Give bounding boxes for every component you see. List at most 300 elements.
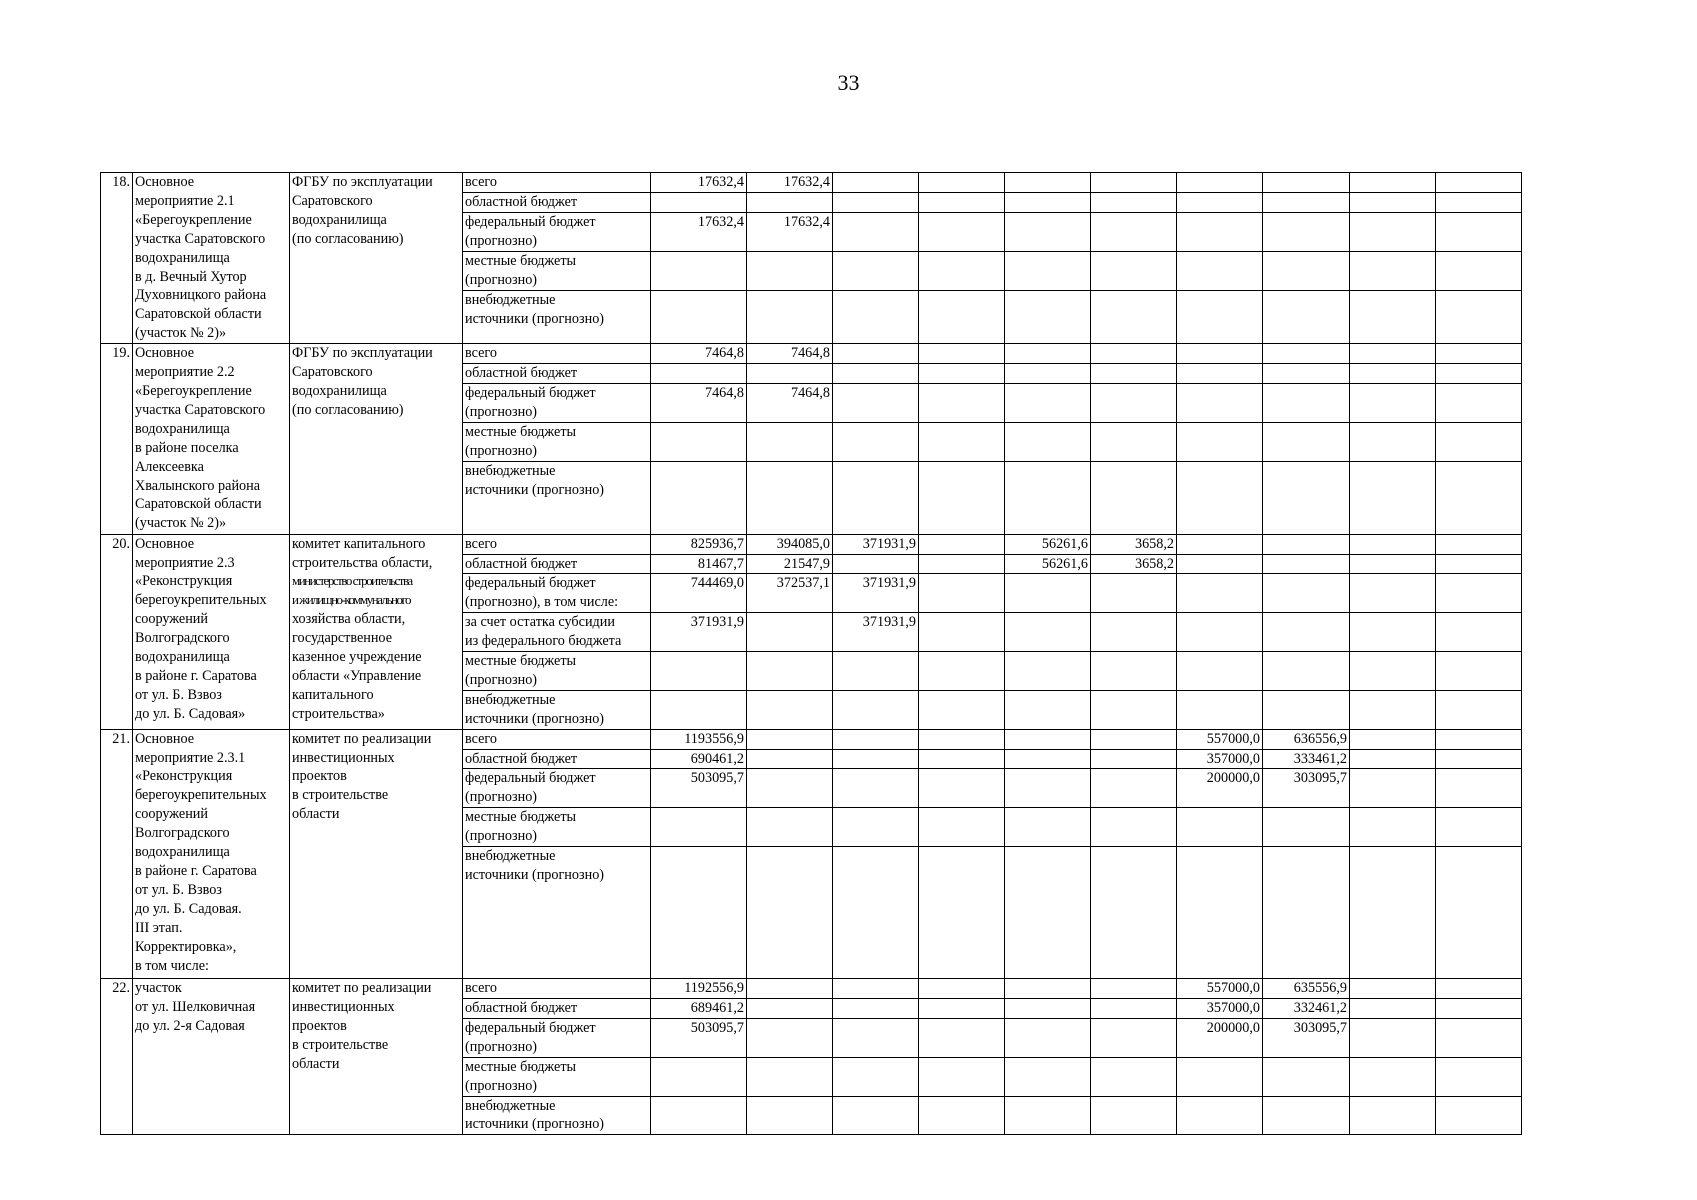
- amount-cell: [1263, 251, 1350, 290]
- amount-cell: [1436, 554, 1522, 574]
- funding-source-line: областной бюджет: [465, 555, 578, 572]
- amount-cell: [651, 1096, 747, 1135]
- amount-cell: [1091, 613, 1177, 652]
- amount-cell: [1436, 212, 1522, 251]
- amount-cell: 372537,1: [747, 574, 833, 613]
- amount-cell: [833, 290, 919, 343]
- entry-description: [133, 173, 290, 344]
- description-line: Хвалынского района: [135, 477, 261, 494]
- entry-description: [133, 344, 290, 534]
- funding-source-line: федеральный бюджет: [465, 213, 596, 230]
- description-line: Волгоградского: [135, 630, 230, 647]
- amount-cell: [1177, 613, 1263, 652]
- executor-line: (по согласованию): [292, 401, 404, 418]
- amount-cell: [1091, 344, 1177, 364]
- amount-cell: [1005, 808, 1091, 847]
- funding-source: [463, 173, 651, 193]
- amount-cell: [1436, 808, 1522, 847]
- amount-cell: [919, 574, 1005, 613]
- amount-cell: [1263, 613, 1350, 652]
- amount-cell: [1350, 847, 1436, 979]
- amount-cell: [651, 808, 747, 847]
- amount-cell: [1350, 652, 1436, 691]
- entry-executor: [290, 979, 463, 1135]
- amount-cell: [1091, 212, 1177, 251]
- amount-cell: 332461,2: [1263, 999, 1350, 1019]
- description-line: берегоукрепительных: [135, 787, 267, 804]
- executor-line: области: [292, 806, 340, 823]
- description-line: до ул. Б. Садовая.: [135, 900, 242, 917]
- amount-cell: [1177, 290, 1263, 343]
- amount-cell: [1177, 212, 1263, 251]
- amount-cell: [919, 749, 1005, 769]
- description-line: в районе г. Саратова: [135, 667, 257, 684]
- funding-source-line: источники (прогнозно): [465, 867, 605, 883]
- description-line: в районе г. Саратова: [135, 863, 257, 879]
- description-line: до ул. 2-я Садовая: [135, 1017, 245, 1034]
- amount-cell: [1091, 422, 1177, 461]
- funding-source: [463, 290, 651, 343]
- amount-cell: [833, 1057, 919, 1096]
- executor-line: водохранилища: [292, 382, 387, 399]
- amount-cell: [1350, 1096, 1436, 1135]
- amount-cell: [1091, 1018, 1177, 1057]
- amount-cell: [919, 461, 1005, 534]
- amount-cell: [651, 652, 747, 691]
- amount-cell: [919, 344, 1005, 364]
- amount-cell: [1005, 290, 1091, 343]
- amount-cell: 1193556,9: [651, 729, 747, 749]
- amount-cell: [1436, 729, 1522, 749]
- amount-cell: [651, 690, 747, 729]
- amount-cell: 56261,6: [1005, 534, 1091, 554]
- amount-cell: [1263, 344, 1350, 364]
- funding-source: [463, 1096, 651, 1135]
- amount-cell: 825936,7: [651, 534, 747, 554]
- amount-cell: [1263, 290, 1350, 343]
- budget-table: [100, 172, 1608, 1135]
- amount-cell: [833, 422, 919, 461]
- amount-cell: 303095,7: [1263, 1018, 1350, 1057]
- amount-cell: 333461,2: [1263, 749, 1350, 769]
- amount-cell: [1350, 769, 1436, 808]
- amount-cell: [1177, 1096, 1263, 1135]
- amount-cell: [747, 999, 833, 1019]
- amount-cell: [1436, 383, 1522, 422]
- entry-description: [133, 729, 290, 978]
- amount-cell: [747, 979, 833, 999]
- description-line: Саратовской области: [135, 306, 262, 323]
- description-line: участка Саратовского: [135, 230, 266, 247]
- description-line: в районе поселка: [135, 439, 239, 456]
- amount-cell: [747, 847, 833, 979]
- amount-cell: [1091, 690, 1177, 729]
- executor-line: Саратовского: [292, 192, 373, 209]
- amount-cell: [1263, 690, 1350, 729]
- funding-source-line: внебюджетные: [465, 462, 556, 479]
- entry-description: [133, 979, 290, 1135]
- description-line: мероприятие 2.2: [135, 364, 235, 381]
- amount-cell: [1350, 613, 1436, 652]
- description-line: (участок № 2)»: [135, 325, 227, 342]
- amount-cell: [651, 290, 747, 343]
- amount-cell: 7464,8: [747, 383, 833, 422]
- amount-cell: [833, 999, 919, 1019]
- executor-line: министерство строительства: [292, 573, 412, 589]
- description-line: мероприятие 2.3.1: [135, 749, 246, 766]
- table-row: [101, 534, 1608, 554]
- amount-cell: [1436, 1057, 1522, 1096]
- executor-line: в строительстве: [292, 787, 389, 804]
- amount-cell: [1350, 173, 1436, 193]
- amount-cell: [833, 344, 919, 364]
- amount-cell: [1350, 422, 1436, 461]
- amount-cell: [1005, 1096, 1091, 1135]
- description-line: Основное: [135, 345, 195, 362]
- funding-source-line: (прогнозно): [465, 271, 538, 288]
- description-line: «Берегоукрепление: [135, 382, 252, 399]
- table-body: [101, 173, 1608, 1135]
- funding-source-line: за счет остатка субсидии: [465, 614, 615, 631]
- executor-line: инвестиционных: [292, 999, 395, 1015]
- amount-cell: [1177, 383, 1263, 422]
- amount-cell: 7464,8: [747, 344, 833, 364]
- funding-source: [463, 769, 651, 808]
- amount-cell: [747, 1057, 833, 1096]
- funding-source: [463, 613, 651, 652]
- amount-cell: [747, 769, 833, 808]
- funding-source-line: местные бюджеты: [465, 1058, 577, 1075]
- entry-executor: [290, 173, 463, 344]
- funding-source: [463, 344, 651, 364]
- amount-cell: 394085,0: [747, 534, 833, 554]
- amount-cell: [1005, 1018, 1091, 1057]
- description-line: Корректировка»,: [135, 938, 237, 955]
- amount-cell: [1005, 173, 1091, 193]
- amount-cell: [833, 554, 919, 574]
- funding-source-line: федеральный бюджет: [465, 384, 596, 401]
- funding-source: [463, 1057, 651, 1096]
- table-row: [101, 979, 1608, 999]
- page-number: 33: [837, 70, 860, 95]
- amount-cell: [1350, 192, 1436, 212]
- amount-cell: [1350, 461, 1436, 534]
- amount-cell: [1350, 344, 1436, 364]
- amount-cell: [1091, 749, 1177, 769]
- amount-cell: 3658,2: [1091, 554, 1177, 574]
- amount-cell: [1350, 1057, 1436, 1096]
- funding-source: [463, 999, 651, 1019]
- amount-cell: 17632,4: [651, 212, 747, 251]
- amount-cell: [833, 749, 919, 769]
- amount-cell: [1005, 613, 1091, 652]
- amount-cell: [1263, 212, 1350, 251]
- amount-cell: [651, 1057, 747, 1096]
- executor-line: области «Управление: [292, 667, 422, 684]
- amount-cell: [1263, 461, 1350, 534]
- amount-cell: [1350, 290, 1436, 343]
- amount-cell: [1436, 534, 1522, 554]
- amount-cell: [747, 613, 833, 652]
- amount-cell: [1263, 1096, 1350, 1135]
- amount-cell: [747, 461, 833, 534]
- amount-cell: [651, 461, 747, 534]
- amount-cell: [1005, 690, 1091, 729]
- amount-cell: [1350, 574, 1436, 613]
- funding-source-line: (прогнозно): [465, 789, 538, 806]
- description-line: III этап.: [135, 919, 183, 936]
- executor-line: области: [292, 1055, 340, 1072]
- amount-cell: [747, 422, 833, 461]
- amount-cell: [1263, 1057, 1350, 1096]
- description-line: Духовницкого района: [135, 287, 267, 304]
- funding-source-line: (прогнозно): [465, 1038, 538, 1055]
- description-line: водохранилища: [135, 420, 230, 437]
- amount-cell: [1177, 690, 1263, 729]
- executor-line: комитет капитального: [292, 535, 426, 552]
- amount-cell: [1005, 422, 1091, 461]
- funding-source: [463, 574, 651, 613]
- funding-source: [463, 690, 651, 729]
- amount-cell: [919, 1018, 1005, 1057]
- amount-cell: [1091, 847, 1177, 979]
- description-line: «Реконструкция: [135, 768, 233, 785]
- executor-line: комитет по реализации: [292, 730, 432, 747]
- funding-source-line: федеральный бюджет: [465, 1019, 596, 1036]
- amount-cell: [833, 383, 919, 422]
- amount-cell: [1263, 534, 1350, 554]
- entry-executor: [290, 344, 463, 534]
- executor-line: (по согласованию): [292, 230, 404, 247]
- amount-cell: [1436, 613, 1522, 652]
- description-line: от ул. Шелковичная: [135, 999, 256, 1015]
- entry-index: 21.: [101, 729, 133, 978]
- funding-source-line: (прогнозно), в том числе:: [465, 594, 619, 611]
- funding-source-line: (прогнозно): [465, 403, 538, 420]
- amount-cell: [833, 1018, 919, 1057]
- amount-cell: [833, 652, 919, 691]
- amount-cell: 371931,9: [833, 574, 919, 613]
- executor-line: строительства»: [292, 705, 385, 722]
- funding-source: [463, 1018, 651, 1057]
- amount-cell: [1350, 979, 1436, 999]
- funding-source-line: всего: [465, 535, 497, 552]
- amount-cell: [1005, 847, 1091, 979]
- amount-cell: [1263, 364, 1350, 384]
- amount-cell: [1436, 749, 1522, 769]
- table-row: [101, 173, 1608, 193]
- funding-source-line: источники (прогнозно): [465, 481, 605, 498]
- amount-cell: [1350, 808, 1436, 847]
- amount-cell: 744469,0: [651, 574, 747, 613]
- amount-cell: [919, 690, 1005, 729]
- amount-cell: [1436, 769, 1522, 808]
- amount-cell: 7464,8: [651, 344, 747, 364]
- amount-cell: [1436, 422, 1522, 461]
- amount-cell: [833, 979, 919, 999]
- amount-cell: [651, 192, 747, 212]
- funding-source-line: источники (прогнозно): [465, 1116, 605, 1133]
- amount-cell: [1436, 999, 1522, 1019]
- amount-cell: [747, 808, 833, 847]
- funding-source: [463, 461, 651, 534]
- amount-cell: [1263, 808, 1350, 847]
- executor-line: в строительстве: [292, 1036, 389, 1053]
- amount-cell: [1091, 1096, 1177, 1135]
- amount-cell: [747, 652, 833, 691]
- amount-cell: 636556,9: [1263, 729, 1350, 749]
- funding-source: [463, 383, 651, 422]
- amount-cell: [1177, 554, 1263, 574]
- amount-cell: [1436, 344, 1522, 364]
- entry-executor: [290, 729, 463, 978]
- description-line: мероприятие 2.1: [135, 192, 235, 209]
- amount-cell: [833, 364, 919, 384]
- amount-cell: [1263, 847, 1350, 979]
- funding-source: [463, 749, 651, 769]
- table-row: [101, 344, 1608, 364]
- amount-cell: [1091, 808, 1177, 847]
- amount-cell: [1350, 212, 1436, 251]
- amount-cell: [1005, 192, 1091, 212]
- amount-cell: [919, 212, 1005, 251]
- amount-cell: [747, 1018, 833, 1057]
- amount-cell: 357000,0: [1177, 999, 1263, 1019]
- amount-cell: [1263, 192, 1350, 212]
- amount-cell: [833, 808, 919, 847]
- amount-cell: [1436, 979, 1522, 999]
- amount-cell: [919, 554, 1005, 574]
- description-line: «Берегоукрепление: [135, 211, 252, 228]
- funding-source-line: внебюджетные: [465, 291, 556, 308]
- description-line: (участок № 2)»: [135, 515, 227, 532]
- amount-cell: [919, 979, 1005, 999]
- funding-source-line: внебюджетные: [465, 1097, 556, 1114]
- description-line: от ул. Б. Взвоз: [135, 686, 222, 703]
- description-line: сооружений: [135, 806, 208, 823]
- amount-cell: [747, 690, 833, 729]
- amount-cell: [1177, 461, 1263, 534]
- amount-cell: [1436, 173, 1522, 193]
- amount-cell: 503095,7: [651, 769, 747, 808]
- funding-source-line: (прогнозно): [465, 671, 538, 688]
- funding-source-line: всего: [465, 730, 497, 747]
- funding-source-line: местные бюджеты: [465, 809, 577, 826]
- description-line: сооружений: [135, 611, 208, 628]
- amount-cell: [1177, 364, 1263, 384]
- amount-cell: [1091, 364, 1177, 384]
- amount-cell: [1005, 999, 1091, 1019]
- amount-cell: [1350, 383, 1436, 422]
- executor-line: Саратовского: [292, 364, 373, 381]
- amount-cell: [1005, 461, 1091, 534]
- amount-cell: [919, 999, 1005, 1019]
- funding-source-line: внебюджетные: [465, 848, 556, 865]
- amount-cell: [1350, 1018, 1436, 1057]
- amount-cell: [1005, 769, 1091, 808]
- amount-cell: [1177, 574, 1263, 613]
- amount-cell: [1263, 574, 1350, 613]
- executor-line: инвестиционных: [292, 749, 395, 766]
- amount-cell: 557000,0: [1177, 979, 1263, 999]
- entry-index: 20.: [101, 534, 133, 729]
- amount-cell: [651, 251, 747, 290]
- funding-source-line: (прогнозно): [465, 828, 538, 845]
- entry-description: [133, 534, 290, 729]
- amount-cell: [1350, 729, 1436, 749]
- amount-cell: [747, 364, 833, 384]
- amount-cell: [1350, 690, 1436, 729]
- amount-cell: [1005, 344, 1091, 364]
- description-line: водохранилища: [135, 844, 230, 861]
- amount-cell: [1263, 173, 1350, 193]
- amount-cell: [919, 729, 1005, 749]
- amount-cell: 557000,0: [1177, 729, 1263, 749]
- amount-cell: [833, 769, 919, 808]
- amount-cell: [1177, 344, 1263, 364]
- executor-line: и жилищно-коммунального: [292, 592, 410, 608]
- amount-cell: [919, 808, 1005, 847]
- amount-cell: [747, 192, 833, 212]
- amount-cell: [1436, 652, 1522, 691]
- amount-cell: [833, 212, 919, 251]
- description-line: до ул. Б. Садовая»: [135, 705, 246, 722]
- amount-cell: [1177, 422, 1263, 461]
- amount-cell: 371931,9: [833, 534, 919, 554]
- amount-cell: [919, 769, 1005, 808]
- description-line: мероприятие 2.3: [135, 554, 235, 571]
- amount-cell: 17632,4: [651, 173, 747, 193]
- description-line: Волгоградского: [135, 825, 230, 842]
- amount-cell: [651, 422, 747, 461]
- amount-cell: [1005, 574, 1091, 613]
- amount-cell: [1350, 749, 1436, 769]
- description-line: участок: [135, 980, 182, 997]
- funding-source-line: всего: [465, 980, 497, 997]
- amount-cell: [1091, 192, 1177, 212]
- amount-cell: [1091, 383, 1177, 422]
- amount-cell: [1005, 652, 1091, 691]
- funding-source: [463, 729, 651, 749]
- description-line: Алексеевка: [135, 458, 204, 475]
- amount-cell: [1263, 383, 1350, 422]
- description-line: водохранилища: [135, 249, 230, 266]
- amount-cell: [1091, 461, 1177, 534]
- executor-line: ФГБУ по эксплуатации: [292, 174, 433, 190]
- funding-source: [463, 534, 651, 554]
- amount-cell: [1091, 1057, 1177, 1096]
- amount-cell: 503095,7: [651, 1018, 747, 1057]
- executor-line: комитет по реализации: [292, 980, 432, 997]
- amount-cell: [1091, 999, 1177, 1019]
- funding-source-line: областной бюджет: [465, 365, 578, 382]
- funding-source-line: источники (прогнозно): [465, 710, 605, 727]
- funding-source-line: местные бюджеты: [465, 653, 577, 670]
- amount-cell: 1192556,9: [651, 979, 747, 999]
- executor-line: проектов: [292, 768, 347, 785]
- amount-cell: [1350, 534, 1436, 554]
- executor-line: проектов: [292, 1017, 347, 1034]
- executor-line: водохранилища: [292, 211, 387, 228]
- amount-cell: [1263, 422, 1350, 461]
- amount-cell: [747, 290, 833, 343]
- amount-cell: 21547,9: [747, 554, 833, 574]
- funding-source: [463, 652, 651, 691]
- description-line: Основное: [135, 174, 195, 190]
- amount-cell: [1091, 173, 1177, 193]
- description-line: от ул. Б. Взвоз: [135, 881, 222, 898]
- funding-source: [463, 422, 651, 461]
